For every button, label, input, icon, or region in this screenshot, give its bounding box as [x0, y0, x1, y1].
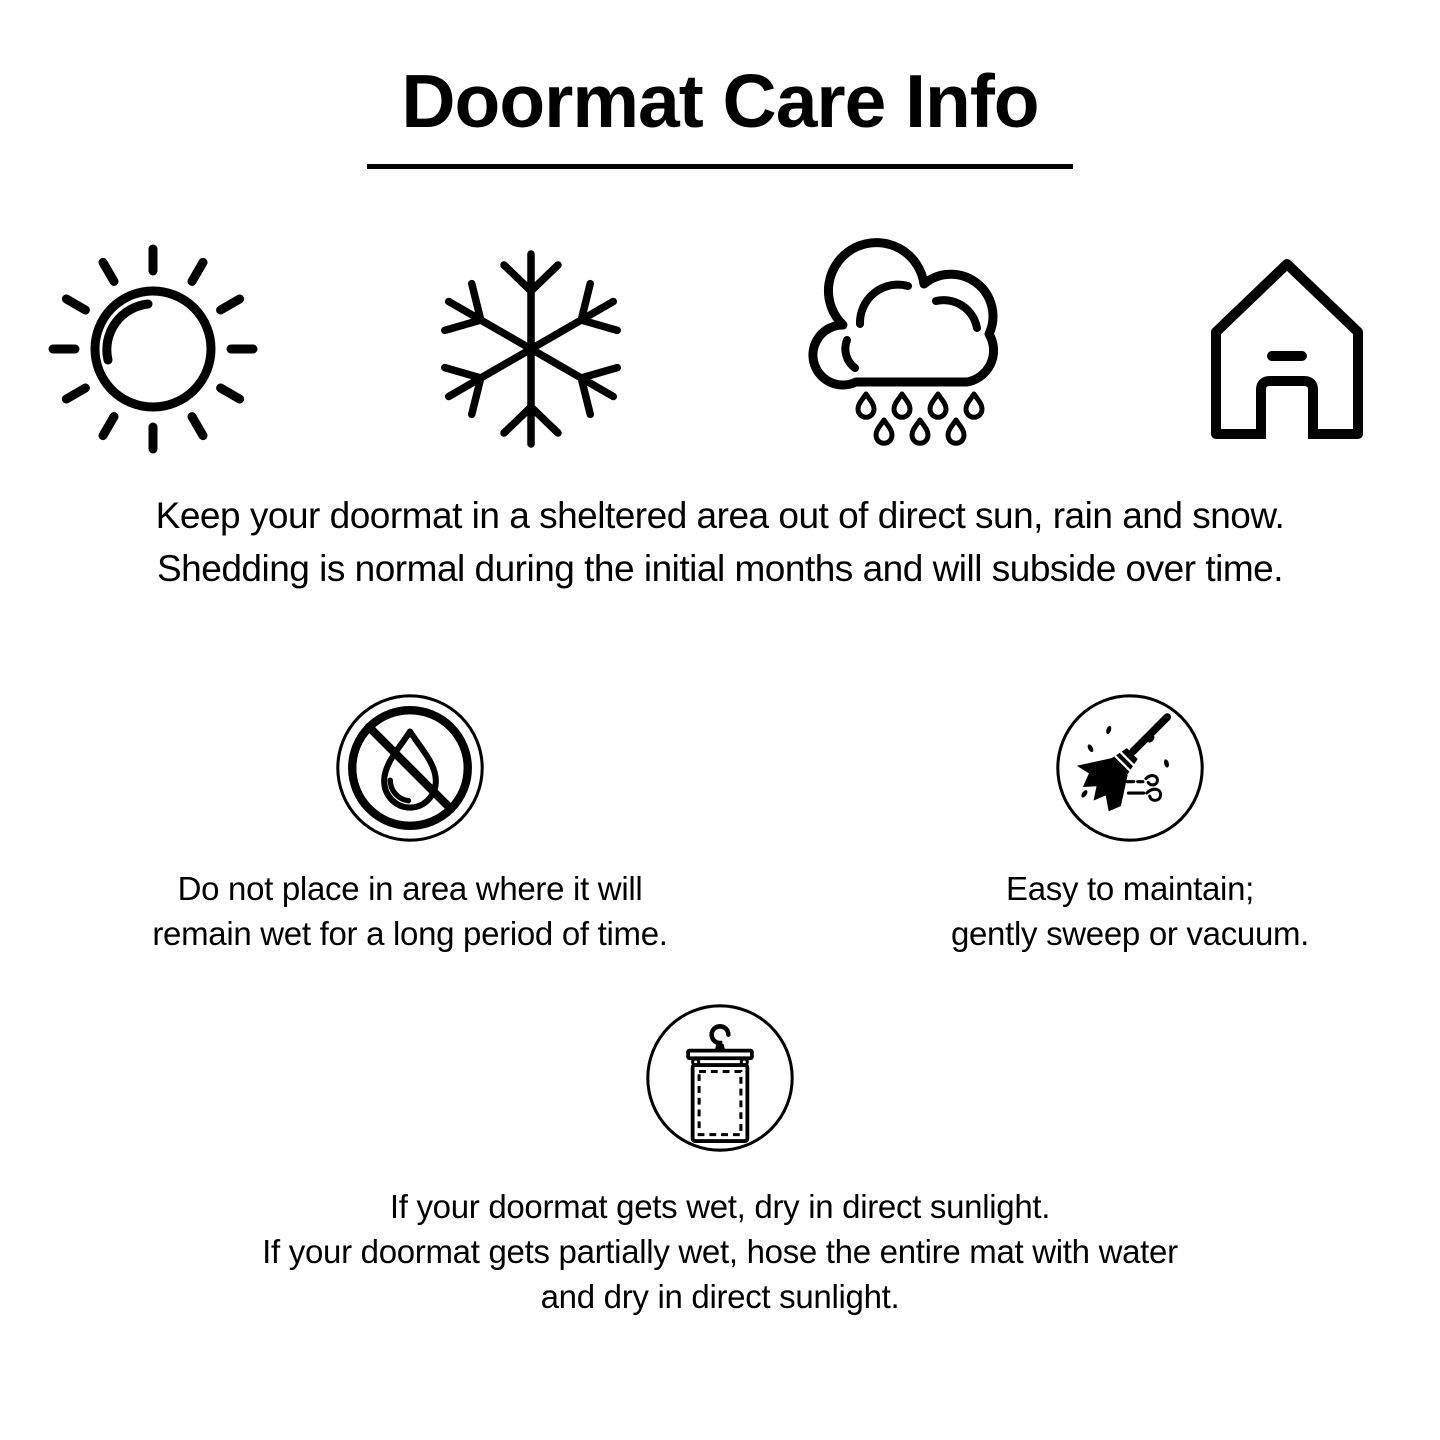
dry-caption — [0, 1184, 1440, 1319]
page-title: Doormat Care Info — [401, 59, 1039, 143]
no-water-drop-icon — [334, 692, 486, 844]
dry-caption-line-2: If your doormat gets partially wet, hose the entire mat with water — [262, 1233, 1178, 1270]
clean-caption-line-1: Easy to maintain; — [1005, 870, 1255, 907]
broom-sweep-icon — [1054, 692, 1206, 844]
weather-icons-row — [0, 234, 1440, 464]
snowflake-icon — [416, 234, 646, 464]
house-icon — [1172, 234, 1402, 464]
no-water-caption-line-1: Do not place in area where it will — [177, 870, 643, 907]
dry-caption-line-1: If your doormat gets wet, dry in direct sunlight. — [389, 1188, 1051, 1225]
no-water-caption — [60, 866, 760, 956]
hanging-mat-icon — [644, 1002, 796, 1154]
care-item-dry — [0, 1002, 1440, 1319]
care-item-no-water — [60, 692, 760, 956]
rain-cloud-icon — [794, 234, 1024, 464]
intro-text — [0, 489, 1440, 595]
clean-caption-line-2: gently sweep or vacuum. — [950, 915, 1310, 952]
dry-caption-line-3: and dry in direct sunlight. — [540, 1278, 900, 1315]
sun-icon — [38, 234, 268, 464]
clean-caption — [880, 866, 1380, 956]
care-item-clean — [880, 692, 1380, 956]
title-underline — [367, 164, 1073, 169]
no-water-caption-line-2: remain wet for a long period of time. — [152, 915, 668, 952]
intro-line-1: Keep your doormat in a sheltered area out of direct sun, rain and snow. — [155, 495, 1285, 536]
intro-line-2: Shedding is normal during the initial months and will subside over time. — [157, 548, 1283, 589]
